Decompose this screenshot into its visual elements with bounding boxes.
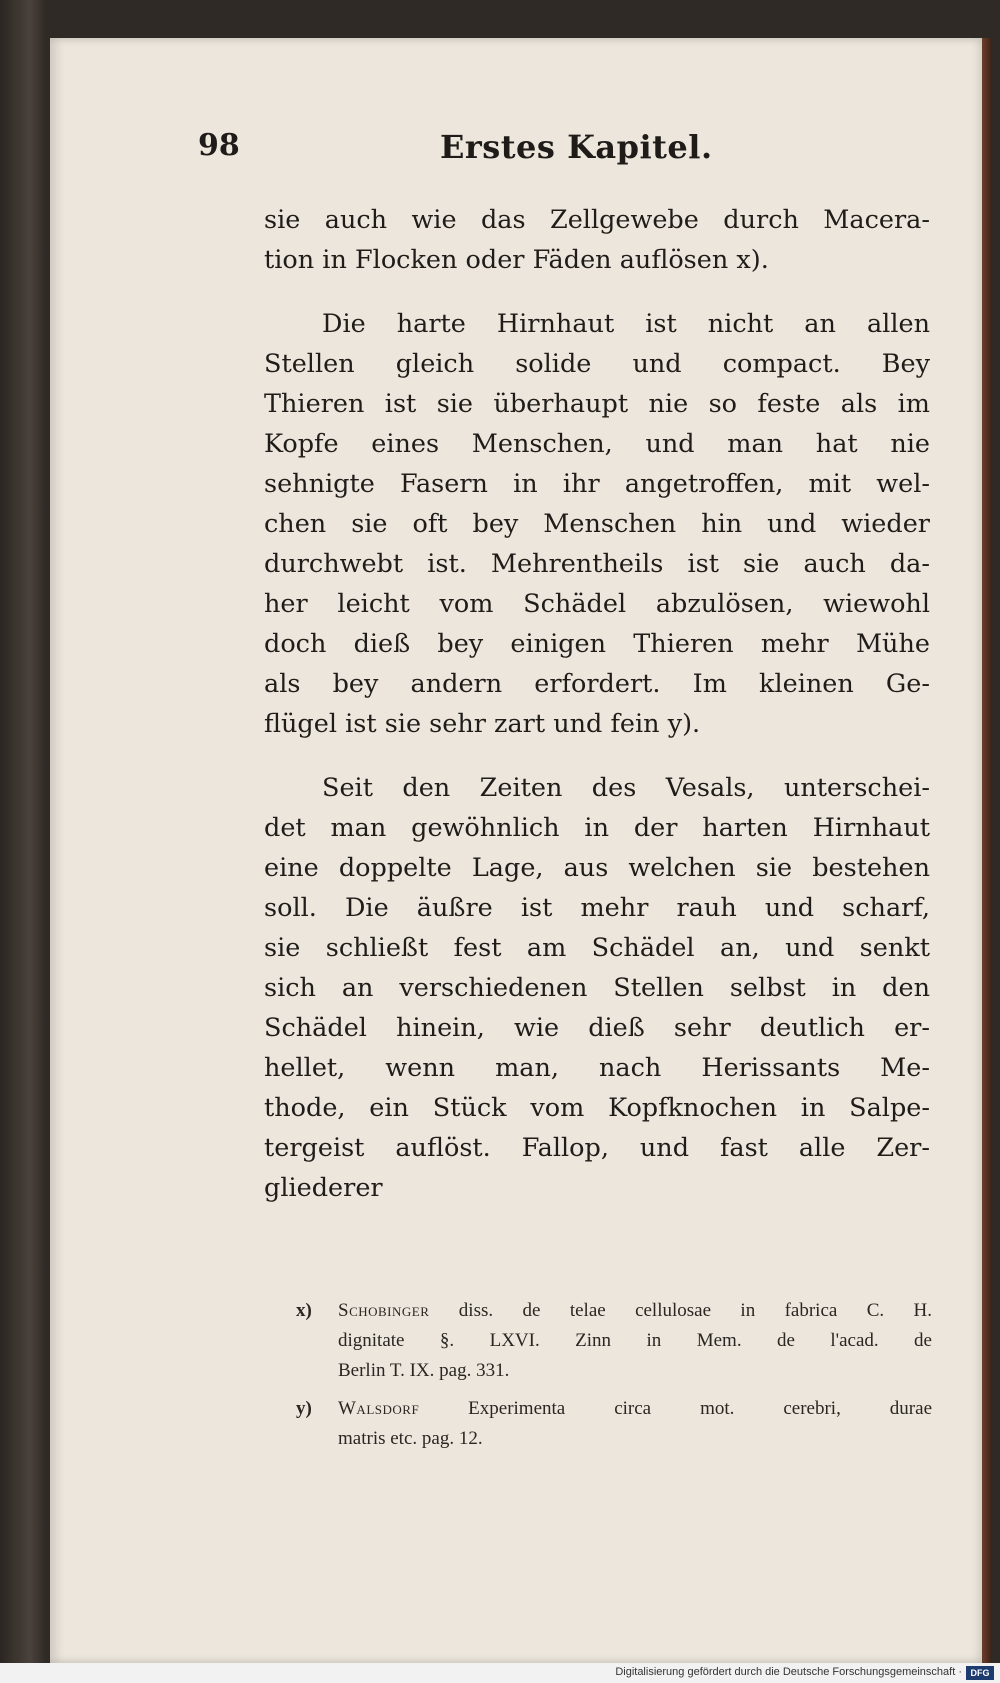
text-line: Schädel hinein, wie dieß sehr deutlich er- [264, 1013, 930, 1043]
text-line: tion in Flocken oder Fäden auflösen x). [264, 245, 769, 275]
text-line: sehnigte Fasern in ihr angetroffen, mit wel- [264, 469, 930, 499]
footnote-line: Berlin T. IX. pag. 331. [338, 1360, 510, 1381]
footnote-x [296, 1296, 932, 1386]
footnote-line: Experimenta circa mot. cerebri, durae [468, 1398, 933, 1419]
digitization-credit: Digitalisierung gefördert durch die Deutsche Forschungsgemeinschaft · [615, 1666, 962, 1678]
book-cover-edge [982, 38, 992, 1663]
catchword: gliederer [264, 1173, 383, 1203]
text-line: sie schließt fest am Schädel an, und senkt [264, 933, 930, 963]
text-line: als bey andern erfordert. Im kleinen Ge- [264, 669, 930, 699]
text-line: durchwebt ist. Mehrentheils ist sie auch da- [264, 549, 930, 579]
footnote-mark: y) [296, 1398, 312, 1419]
page-header [198, 128, 718, 168]
text-line: her leicht vom Schädel abzulösen, wiewohl [264, 589, 930, 619]
text-line: doch dieß bey einigen Thieren mehr Mühe [264, 629, 930, 659]
text-line: Stellen gleich solide und compact. Bey [264, 349, 930, 379]
running-head: Erstes Kapitel. [440, 128, 713, 166]
paragraph-3 [264, 768, 930, 1208]
text-line: eine doppelte Lage, aus welchen sie bestehen [264, 853, 930, 883]
paragraph-1 [264, 200, 930, 280]
body-text [264, 200, 930, 1232]
text-line: sich an verschiedenen Stellen selbst in den [264, 973, 930, 1003]
text-line: thode, ein Stück vom Kopfknochen in Salpe- [264, 1093, 930, 1123]
footnote-mark: x) [296, 1300, 312, 1321]
text-line: Kopfe eines Menschen, und man hat nie [264, 429, 930, 459]
footnote-line: matris etc. pag. 12. [338, 1428, 483, 1449]
text-line: det man gewöhnlich in der harten Hirnhaut [264, 813, 930, 843]
text-line: tergeist auflöst. Fallop, und fast alle Zer- [264, 1133, 930, 1163]
paragraph-2 [264, 304, 930, 744]
dfg-logo-icon: DFG [966, 1666, 994, 1680]
footnote-line: diss. de telae cellulosae in fabrica C. H. [458, 1300, 932, 1321]
text-line: sie auch wie das Zellgewebe durch Macera- [264, 205, 930, 235]
footnote-author: Schobinger [338, 1300, 430, 1321]
footnote-author: Walsdorf [338, 1398, 420, 1419]
footnote-y [296, 1394, 932, 1454]
text-line: Seit den Zeiten des Vesals, unterschei- [322, 773, 930, 803]
text-line: Thieren ist sie überhaupt nie so feste als im [264, 389, 930, 419]
text-line: hellet, wenn man, nach Herissants Me- [264, 1053, 930, 1083]
footnote-line: dignitate §. LXVI. Zinn in Mem. de l'acad. de [338, 1330, 932, 1351]
text-line: flügel ist sie sehr zart und fein y). [264, 709, 701, 739]
text-line: Die harte Hirnhaut ist nicht an allen [322, 309, 930, 339]
text-line: soll. Die äußre ist mehr rauh und scharf, [264, 893, 930, 923]
page-number: 98 [198, 128, 240, 163]
footnotes [296, 1296, 932, 1462]
text-line: chen sie oft bey Menschen hin und wieder [264, 509, 930, 539]
